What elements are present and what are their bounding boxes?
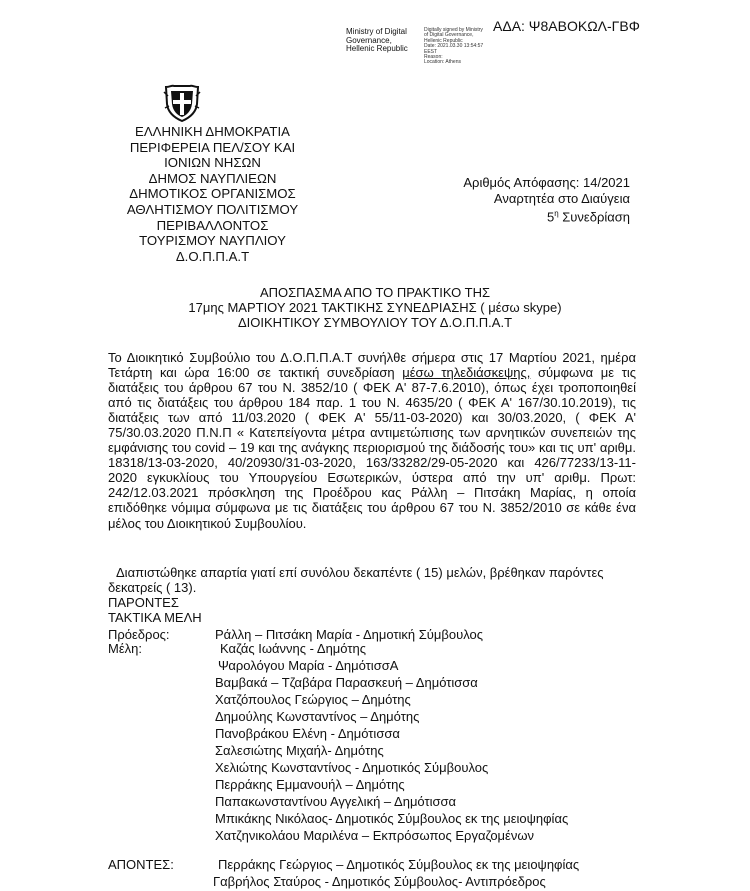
member-item: Χελιώτης Κωνσταντίνος - Δημοτικός Σύμβουλος — [215, 760, 489, 775]
absent-label: ΑΠΟΝΤΕΣ: — [108, 857, 174, 872]
member-item: Βαμβακά – Τζαβάρα Παρασκευή – Δημότισσα — [215, 675, 478, 690]
heading-line: ΑΠΟΣΠΑΣΜΑ ΑΠΟ ΤΟ ΠΡΑΚΤΙΚΟ ΤΗΣ — [259, 285, 491, 300]
authority-line: ΠΕΡΙΦΕΡΕΙΑ ΠΕΛ/ΣΟΥ ΚΑΙ — [129, 139, 296, 155]
authority-line: ΔΗΜΟΤΙΚΟΣ ΟΡΓΑΝΙΣΜΟΣ — [129, 186, 296, 202]
president-role: Πρόεδρος: — [108, 627, 170, 642]
session-word: Συνεδρίαση — [558, 209, 630, 225]
ada-code: ΑΔΑ: Ψ8ΑΒΟΚΩΛ-ΓΒΦ — [493, 18, 640, 34]
authority-line: ΑΘΛΗΤΙΣΜΟΥ ΠΟΛΙΤΙΣΜΟΥ — [126, 201, 299, 217]
authority-line: ΤΟΥΡΙΣΜΟΥ ΝΑΥΠΛΙΟΥ — [139, 233, 286, 249]
signer-line: Governance, — [346, 35, 392, 45]
signature-details — [424, 28, 483, 66]
greek-coat-of-arms-icon — [162, 84, 202, 122]
decision-number: Αριθμός Απόφασης: 14/2021 — [463, 175, 630, 190]
member-item: Χατζόπουλος Γεώργιος – Δημότης — [215, 692, 411, 707]
present-label: ΠΑΡΟΝΤΕΣ — [108, 595, 179, 610]
member-item: Ψαρολόγου Μαρία - ΔημότισσΑ — [218, 658, 399, 673]
authority-line: Δ.Ο.Π.Π.Α.Τ — [175, 248, 250, 264]
member-item: Πανοβράκου Ελένη - Δημότισσα — [215, 726, 400, 741]
members-role: Μέλη: — [108, 641, 142, 656]
member-item: Δημούλης Κωνσταντίνος – Δημότης — [215, 709, 420, 724]
absent-item: Περράκης Γεώργιος – Δημοτικός Σύμβουλος εκ της μειοψηφίας — [218, 857, 580, 872]
signature-detail-line: Reason: — [424, 54, 443, 61]
signature-detail-line: EEST — [424, 48, 438, 55]
absent-item: Γαβρήλος Σταύρος - Δημοτικός Σύμβουλος- Αντιπρόεδρος — [213, 874, 546, 889]
session-superscript: η — [554, 209, 559, 218]
body-part-1: Το Διοικητικό Συμβούλιο του Δ.Ο.Π.Π.Α.Τ συνήλθε σήμερα στις 17 Μαρτίου 2021, ημέρα Τετάρτη και ώρα 16:00 σε τακτική συνεδρίαση — [108, 350, 636, 381]
signature-detail-line: Location: Athens — [424, 59, 461, 66]
session-label — [400, 206, 630, 225]
authority-line: ΕΛΛΗΝΙΚΗ ΔΗΜΟΚΡΑΤΙΑ — [135, 124, 290, 139]
signature-detail-line: Hellenic Republic — [424, 37, 463, 44]
heading-line: 17μης ΜΑΡΤΙΟΥ 2021 ΤΑΚΤΙΚΗΣ ΣΥΝΕΔΡΙΑΣΗΣ ( μέσω skype) — [188, 300, 562, 316]
quorum-paragraph: Διαπιστώθηκε απαρτία γιατί επί συνόλου δεκαπέντε ( 15) μελών, βρέθηκαν παρόντες δεκατρείς ( 13). — [108, 565, 604, 596]
issuing-authority — [105, 124, 320, 264]
body-underlined: μέσω τηλεδιάσκεψης, — [402, 365, 531, 381]
signature-signer — [346, 28, 408, 54]
document-heading — [80, 285, 670, 331]
decision-posted: Αναρτητέα στο Διαύγεια — [493, 190, 630, 206]
signature-detail-line: Digitally signed by Ministry — [424, 27, 483, 33]
heading-line: ΔΙΟΙΚΗΤΙΚΟΥ ΣΥΜΒΟΥΛΙΟΥ ΤΟΥ Δ.Ο.Π.Π.Α.Τ — [237, 315, 513, 331]
decision-info — [400, 175, 630, 225]
body-part-2: σύμφωνα με τις διατάξεις του άρθρου 67 του Ν. 3852/10 ( ΦΕΚ Α' 87-7.6.2010), όπως έχει τροποποιηθεί από τις διατάξεις του άρθρου 184 παρ. 1 του Ν. 4635/20 ( ΦΕΚ Α' 167/30.10.2019), τις διατάξεις των από 11/03.2020 ( ΦΕΚ Α' 55/11-03-2020) και 30/03.2020, ( ΦΕΚ Α' 75/30.03.2020 Π.Ν.Π « Κατεπείγοντα μέτρα αντιμετώπισης των αρνητικών συνεπειών της εμφάνισης του covid – 19 και της ανάγκης περιορισμού της διάδοσής του» και τις υπ' αριθμ. 18318/13-03-2020, 40/20930/31-03-2020, 163/33282/29-05-2020 και 426/77233/13-11-2020 εγκυκλίους του Υπουργείου Εσωτερικών, ύστερα από την υπ' αριθμ. Πρωτ: 242/12.03.2021 πρόσκληση της Προέδρου κας Ράλλη – Πιτσάκη Μαρίας, η οποία επιδόθηκε νόμιμα σύμφωνα με τις διατάξεις του άρθρου 67 του Ν. 3852/2010 σε κάθε ένα μέλος του Διοικητικού Συμβουλίου. — [108, 365, 636, 531]
member-item: Περράκης Εμμανουήλ – Δημότης — [215, 777, 405, 792]
member-item: Παπακωνσταντίνου Αγγελική – Δημότισσα — [215, 794, 457, 809]
session-number: 5 — [546, 209, 555, 225]
president-name: Ράλλη – Πιτσάκη Μαρία - Δημοτική Σύμβουλος — [215, 627, 484, 642]
member-item: Καζάς Ιωάννης - Δημότης — [220, 641, 366, 656]
regular-members-label: ΤΑΚΤΙΚΑ ΜΕΛΗ — [108, 610, 202, 625]
signature-detail-line: of Digital Governance, — [424, 32, 474, 39]
member-item: Σαλεσιώτης Μιχαήλ- Δημότης — [215, 743, 384, 758]
signer-line: Hellenic Republic — [346, 44, 408, 54]
signature-detail-line: Date: 2021.03.30 13:54:57 — [424, 43, 484, 50]
member-item: Μπικάκης Νικόλαος- Δημοτικός Σύμβουλος εκ της μειοψηφίας — [215, 811, 569, 826]
authority-line: ΔΗΜΟΣ ΝΑΥΠΛΙΕΩΝ — [148, 170, 277, 186]
authority-line: ΙΟΝΙΩΝ ΝΗΣΩΝ — [164, 155, 261, 171]
body-paragraph — [108, 350, 636, 531]
authority-line: ΠΕΡΙΒΑΛΛΟΝΤΟΣ — [156, 217, 269, 233]
member-item: Χατζηνικολάου Μαριλένα – Εκπρόσωπος Εργαζομένων — [215, 828, 534, 843]
signer-line: Ministry of Digital — [346, 27, 407, 36]
